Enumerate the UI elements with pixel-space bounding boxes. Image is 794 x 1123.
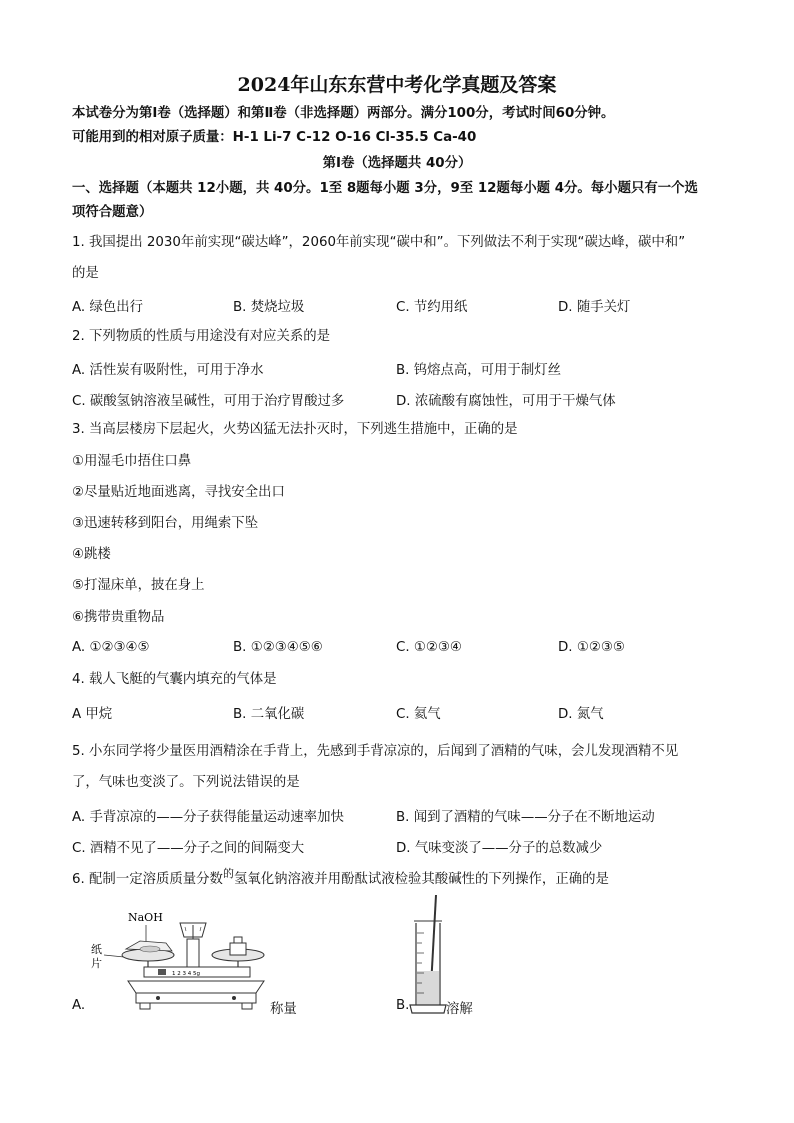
q3-item-3: ③迅速转移到阳台，用绳索下坠 — [72, 516, 259, 531]
q3-option-a: A. ①②③④⑤ — [72, 640, 150, 655]
q1-option-a: A. 绿色出行 — [72, 300, 143, 315]
q4-option-c: C. 氦气 — [396, 707, 441, 722]
q1-stem-line2: 的是 — [72, 266, 99, 281]
q2-option-c: C. 碳酸氢钠溶液呈碱性，可用于治疗胃酸过多 — [72, 394, 345, 409]
q3-item-5: ⑤打湿床单，披在身上 — [72, 578, 205, 593]
q6-option-b-letter: B. — [396, 998, 410, 1013]
q3-stem: 3. 当高层楼房下层起火，火势凶猛无法扑灭时，下列逃生措施中，正确的是 — [72, 422, 518, 437]
q4-option-b: B. 二氧化碳 — [233, 707, 305, 722]
q3-item-1: ①用湿毛巾捂住口鼻 — [72, 454, 192, 469]
q5-option-b: B. 闻到了酒精的气味——分子在不断地运动 — [396, 810, 655, 825]
q3-option-d: D. ①②③⑤ — [558, 640, 625, 655]
paper-label-1: 纸 — [91, 943, 102, 956]
q2-stem: 2. 下列物质的性质与用途没有对应关系的是 — [72, 329, 331, 344]
q4-stem: 4. 载人飞艇的气囊内填充的气体是 — [72, 672, 277, 687]
q5-option-d: D. 气味变淡了——分子的总数减少 — [396, 841, 603, 856]
q3-option-b: B. ①②③④⑤⑥ — [233, 640, 323, 655]
q6-stem-superscript: 的 — [222, 867, 234, 880]
q4-option-d: D. 氮气 — [558, 707, 604, 722]
q2-option-b: B. 钨熔点高，可用于制灯丝 — [396, 363, 561, 378]
q2-option-d: D. 浓硫酸有腐蚀性，可用于干燥气体 — [396, 394, 616, 409]
part-title: 第Ⅰ卷（选择题共 40分） — [322, 156, 472, 171]
q1-option-b: B. 焚烧垃圾 — [233, 300, 305, 315]
q6-option-a-letter: A. — [72, 998, 86, 1013]
exam-intro: 本试卷分为第Ⅰ卷（选择题）和第Ⅱ卷（非选择题）两部分。满分100分，考试时间60分钟。 — [72, 106, 615, 121]
beam-scale-digits: 1 2 3 4 5g — [172, 971, 200, 977]
q6-option-a-caption: 称量 — [270, 1002, 297, 1017]
q4-option-a: A 甲烷 — [72, 707, 113, 722]
q3-item-6: ⑥携带贵重物品 — [72, 610, 165, 625]
graduated-cylinder-figure — [408, 893, 448, 1018]
q1-option-c: C. 节约用纸 — [396, 300, 468, 315]
atomic-masses: 可能用到的相对原子质量：H-1 Li-7 C-12 O-16 Cl-35.5 Ca-40 — [72, 130, 477, 145]
q6-stem-part2: 氢氧化钠溶液并用酚酞试液检验其酸碱性的下列操作，正确的是 — [233, 872, 609, 887]
q3-item-2: ②尽量贴近地面逃离，寻找安全出口 — [72, 485, 285, 500]
q2-option-a: A. 活性炭有吸附性，可用于净水 — [72, 363, 264, 378]
page-title: 2024年山东东营中考化学真题及答案 — [237, 74, 557, 96]
q1-option-d: D. 随手关灯 — [558, 300, 631, 315]
section-heading-line2: 项符合题意） — [72, 205, 153, 220]
q5-stem-line2: 了，气味也变淡了。下列说法错误的是 — [72, 775, 300, 790]
q5-stem-line1: 5. 小东同学将少量医用酒精涂在手背上，先感到手背凉凉的，后闻到了酒精的气味，会儿发现酒精不见 — [72, 744, 679, 759]
section-heading-line1: 一、选择题（本题共 12小题，共 40分。1至 8题每小题 3分，9至 12题每小题 4分。每小题只有一个选 — [72, 181, 698, 196]
paper-label-2: 片 — [91, 957, 102, 970]
balance-weighing-figure — [88, 905, 268, 1020]
q3-item-4: ④跳楼 — [72, 547, 111, 562]
q1-stem-line1: 1. 我国提出 2030年前实现“碳达峰”，2060年前实现“碳中和”。下列做法不利于实现“碳达峰，碳中和” — [72, 235, 686, 250]
q3-option-c: C. ①②③④ — [396, 640, 462, 655]
q5-option-c: C. 酒精不见了——分子之间的间隔变大 — [72, 841, 305, 856]
q5-option-a: A. 手背凉凉的——分子获得能量运动速率加快 — [72, 810, 344, 825]
naoh-label: NaOH — [128, 911, 163, 924]
q6-option-b-caption: 溶解 — [446, 1002, 473, 1017]
q6-stem — [72, 867, 609, 888]
q6-stem-part1: 6. 配制一定溶质质量分数 — [72, 872, 223, 887]
